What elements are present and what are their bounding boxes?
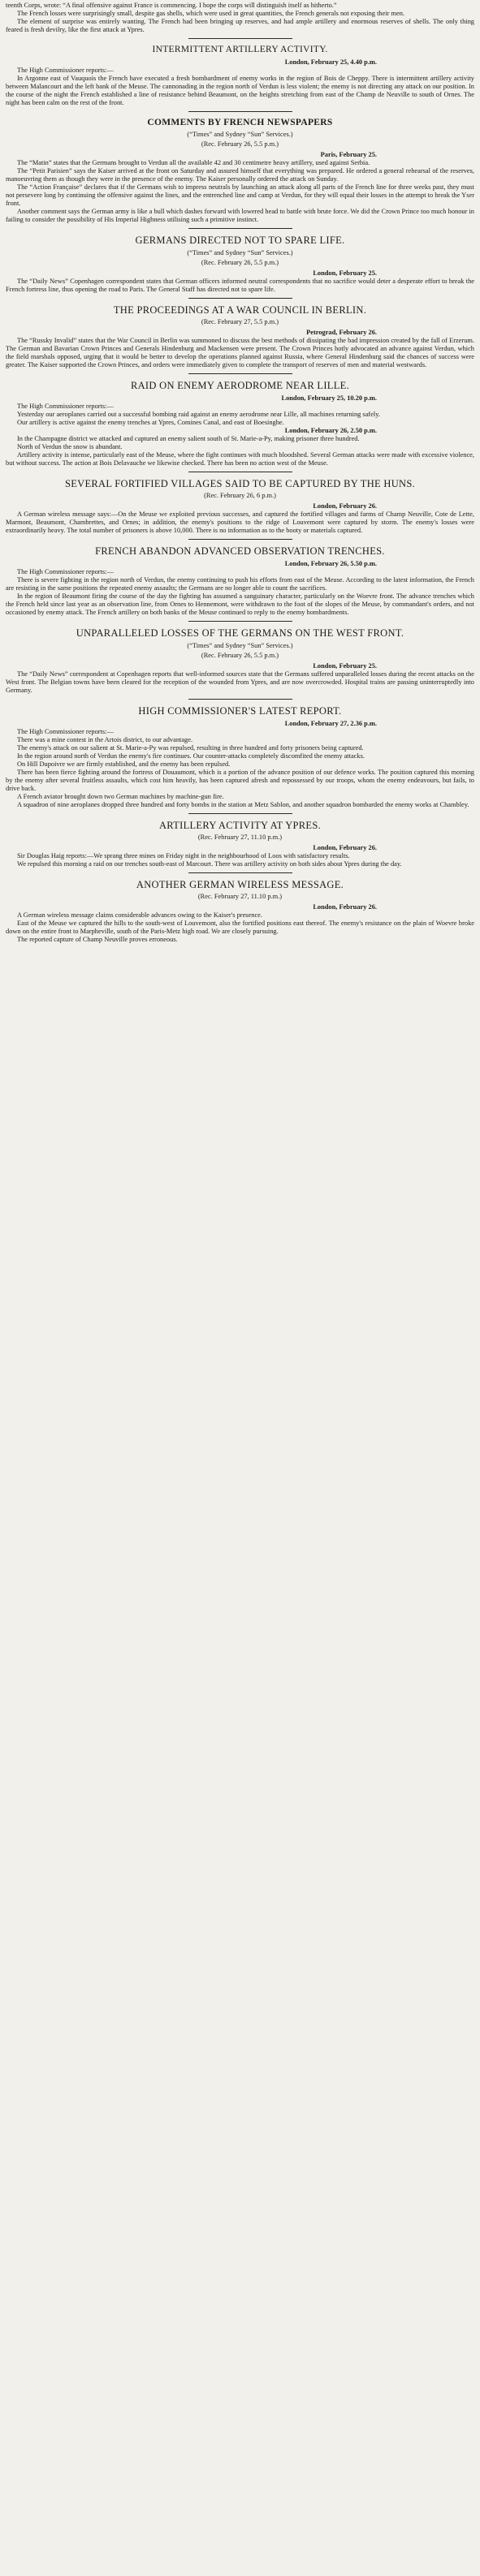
article-observation-trenches	[6, 545, 474, 617]
body-paragraph: There has been fierce fighting around the fortress of Douaumont, which is a portion of the advance position of our defence works. The position captured this morning by the enemy after several fruitless assaults, which cost him heavily, has been captured afresh and repossessed by our troops, whom the enemy endeavours, but fails, to drive back.	[6, 769, 474, 793]
service-line: (“Times” and Sydney “Sun” Services.)	[187, 131, 293, 139]
article-raid-lille	[6, 379, 474, 467]
headline: COMMENTS BY FRENCH NEWSPAPERS	[147, 117, 333, 127]
dateline: London, February 26, 5.50 p.m.	[284, 560, 377, 568]
body-paragraph: Sir Douglas Haig reports:—We sprang three mines on Friday night in the neighbourhood of Loos with satisfactory results.	[17, 852, 350, 860]
body-paragraph: The High Commissioner reports:—	[17, 568, 114, 576]
body-paragraph: The “Daily News” correspondent at Copenhagen reports that well-informed sources state that the Germans suffered unparalleled losses during the recent attacks on the West front. The Belgian towns have been cleared for the reception of the wounded from Ypres, and are now overcrowded. Hospital trains are passing uninterruptedly into Germany.	[6, 670, 474, 695]
section-divider	[188, 228, 292, 229]
dateline: London, February 26, 2.50 p.m.	[284, 427, 377, 435]
received-line: (Rec. February 26, 5.5 p.m.)	[201, 652, 279, 660]
newspaper-page	[0, 0, 480, 944]
dateline: London, February 25, 4.40 p.m.	[284, 58, 377, 66]
received-line: (Rec. February 27, 11.10 p.m.)	[197, 893, 283, 901]
lead-article	[6, 2, 474, 34]
body-paragraph: The enemy's attack on our salient at St. Marie-a-Py was repulsed, resulting in three hundred and forty prisoners being captured.	[17, 744, 364, 752]
headline: THE PROCEEDINGS AT A WAR COUNCIL IN BERLIN.	[113, 304, 367, 317]
body-paragraph: Artillery activity is intense, particularly east of the Meuse, where the fight continues with much bloodshed. Several German attacks were made with excessive violence, but without success. The action at Bois Delavauche we likewise checked. There has been no action west of the Meuse.	[6, 451, 474, 467]
article-spare-life	[6, 234, 474, 294]
received-line: (Rec. February 27, 11.10 p.m.)	[197, 834, 283, 842]
body-paragraph: North of Verdun the snow is abundant.	[17, 443, 123, 451]
headline: INTERMITTENT ARTILLERY ACTIVITY.	[152, 45, 328, 54]
dateline: Paris, February 25.	[320, 151, 377, 159]
body-paragraph: There is severe fighting in the region north of Verdun, the enemy continuing to push his efforts from east of the Meuse. According to the latest information, the French are resisting in the same positions the repeated enemy assaults; the Germans are no longer able to count the sacrifices.	[6, 576, 474, 592]
article-french-newspapers	[6, 117, 474, 225]
article-war-council	[6, 304, 474, 369]
body-paragraph: Yesterday our aeroplanes carried out a successful bombing raid against an enemy aerodrome near Lille, all machines returning safely.	[17, 411, 380, 419]
body-paragraph: In Argonne east of Vauquois the French have executed a fresh bombardment of enemy works in the region of Bois de Cheppy. There is intermittent artillery activity between Malancourt and the left bank of the Meuse. The cannonading in the region north of Verdun is less violent; the enemy is not directing any attack on our position. In the course of the night the French established a line of resistance behind Beaumont, on the heights stretching from east of the Champ de Neuville to south of Ornes. The night has been calm on the rest of the front.	[6, 74, 474, 106]
body-paragraph: The High Commissioner reports:—	[17, 403, 114, 411]
section-divider	[188, 373, 292, 374]
dateline: London, February 25.	[313, 662, 377, 670]
body-paragraph: The “Petit Parisien” says the Kaiser arrived at the front on Saturday and assured himself that everything was prepared. He ordered a general rehearsal of the reserves, manoeuvring them as though they were in the presence of the enemy. The Kaiser personally ordered the attack on Sunday.	[6, 167, 474, 183]
section-divider	[188, 111, 292, 112]
section-divider	[188, 813, 292, 814]
body-paragraph: Our artillery is active against the enemy trenches at Ypres, Comines Canal, and east of Boesinghe.	[17, 419, 284, 427]
headline: RAID ON ENEMY AERODROME NEAR LILLE.	[130, 380, 350, 392]
body-paragraph: A German wireless message says:—On the Meuse we exploited previous successes, and captured the fortified villages and farms of Champ Neuville, Cote de Lette, Marmont, Beaumont, Chambrettes, and Ornes; in addition, the enemy's positions to the ridge of Louvemont were captured by storm. The enemy's losses were extraordinarily heavy. The total number of prisoners is above 10,000. There is no information as to the booty or materials captured.	[6, 510, 474, 535]
section-divider	[188, 539, 292, 540]
body-paragraph: Another comment says the German army is like a bull which dashes forward with lowered head to battle with brute force. We did the Crown Prince too much honour in failing to consider the possibility of His Imperial Highness utilising such a primitive instinct.	[6, 208, 474, 224]
service-line: (“Times” and Sydney “Sun” Services.)	[187, 642, 293, 650]
body-paragraph: On Hill Dupoivre we are firmly established, and the enemy has been repulsed.	[17, 760, 231, 769]
lead-paragraph-2: The French losses were surprisingly small, despite gas shells, which were used in great quantities, the French generals not exposing their men.	[17, 10, 405, 17]
received-line: (Rec. February 27, 5.5 p.m.)	[201, 318, 279, 326]
dateline: London, February 26.	[313, 502, 377, 510]
body-paragraph: The High Commissioner reports:—	[17, 728, 114, 736]
body-paragraph: East of the Meuse we captured the hills to the south-west of Louvemont, also the fortified positions east thereof. The enemy's resistance on the plain of Woevre broke down on the entire front to Marpheville, south of the Paris-Metz high road. We are closely pursuing.	[6, 920, 474, 936]
headline: SEVERAL FORTIFIED VILLAGES SAID TO BE CAPTURED BY THE HUNS.	[64, 478, 416, 490]
dateline: London, February 26.	[313, 903, 377, 911]
body-paragraph: The “Matin” states that the Germans brought to Verdun all the available 42 and 30 centimetre heavy artillery, used against Serbia.	[17, 159, 370, 167]
lead-paragraph-1: teenth Corps, wrote: “A final offensive against France is commencing. I hope the corps will distinguish itself as hitherto.”	[6, 2, 337, 9]
received-line: (Rec. February 26, 5.5 p.m.)	[201, 259, 279, 267]
lead-paragraph-3: The element of surprise was entirely wanting. The French had been bringing up reserves, and had ample artillery and enormous reserves of shells. The only thing feared is fresh devilry, like the first attack at Ypres.	[6, 18, 474, 33]
received-line: (Rec. February 26, 5.5 p.m.)	[201, 140, 279, 149]
dateline: London, February 25.	[313, 269, 377, 278]
headline: ANOTHER GERMAN WIRELESS MESSAGE.	[136, 879, 344, 891]
article-latest-report	[6, 704, 474, 809]
article-fortified-villages	[6, 477, 474, 535]
body-paragraph: In the Champagne district we attacked and captured an enemy salient south of St. Marie-a-Py, making prisoner three hundred.	[17, 435, 360, 443]
article-unparalleled-losses	[6, 627, 474, 695]
section-divider	[188, 621, 292, 622]
service-line: (“Times” and Sydney “Sun” Services.)	[187, 249, 293, 257]
article-artillery-ypres	[6, 819, 474, 868]
section-divider	[188, 298, 292, 299]
section-divider	[188, 872, 292, 873]
received-line: (Rec. February 26, 6 p.m.)	[204, 492, 276, 500]
headline: UNPARALLELED LOSSES OF THE GERMANS ON THE WEST FRONT.	[76, 627, 404, 640]
headline: GERMANS DIRECTED NOT TO SPARE LIFE.	[135, 235, 345, 247]
body-paragraph: In the region of Beaumont firing the course of the day the fighting has assumed a sanguinary character, particularly on the Woevre front. The advance trenches which the French held since last year as an observation line, from Ornes to Hennemont, were withdrawn to the foot of the slopes of the Meuse, by commandant's orders, and not occasioned by enemy attack. The French artillery on both banks of the Meuse continued to reply to the enemy bombardments.	[6, 592, 474, 617]
body-paragraph: There was a mine contest in the Artois district, to our advantage.	[17, 736, 193, 744]
headline: FRENCH ABANDON ADVANCED OBSERVATION TRENCHES.	[95, 545, 385, 558]
section-divider	[188, 38, 292, 39]
body-paragraph: The High Commissioner reports:—	[17, 66, 114, 74]
article-intermittent-artillery	[6, 44, 474, 107]
body-paragraph: We repulsed this morning a raid on our trenches south-east of Marcourt. There was artillery activity on both sides about Ypres during the day.	[17, 860, 402, 868]
body-paragraph: The “Daily News” Copenhagen correspondent states that German officers informed neutral correspondents that no sacrifice would deter a desperate effort to break the French fortress line, thus opening the road to Paris. The General Staff has directed not to spare life.	[6, 278, 474, 294]
dateline: London, February 25, 10.20 p.m.	[281, 394, 377, 403]
body-paragraph: The “Russky Invalid” states that the War Council in Berlin was summoned to discuss the best methods of dissipating the bad impression created by the fall of Erzerum. The German and Bavarian Crown Princes and Generals Hindenburg and Mackensen were present. The Crown Princes hotly advocated an advance against Verdun, which the field marshals opposed, urging that it would be better to develop the operations planned against Russia, where General Hindenburg said the chances of success were greater. The Kaiser supported the Crown Princes, and orders were immediately given to complete the transport of reserves of men and material westwards.	[6, 337, 474, 369]
dateline: London, February 26.	[313, 844, 377, 852]
article-german-wireless	[6, 878, 474, 944]
headline: ARTILLERY ACTIVITY AT YPRES.	[158, 820, 322, 832]
section-divider	[188, 699, 292, 700]
body-paragraph: The “Action Française” declares that if the Germans wish to impress neutrals by launching an attack along all parts of the French line for three weeks past, they must not persevere long by continuing the offensive against the lines, and the entrenched line and camp at Verdun, for they will equal their losses in the attempt to break the Yser front.	[6, 183, 474, 208]
headline: HIGH COMMISSIONER'S LATEST REPORT.	[138, 705, 342, 717]
dateline: London, February 27, 2.36 p.m.	[284, 720, 377, 728]
body-paragraph: A German wireless message claims considerable advances owing to the Kaiser's presence.	[17, 911, 262, 920]
body-paragraph: In the region around north of Verdun the enemy's fire continues. Our counter-attacks completely discomfited the enemy attacks.	[17, 752, 365, 760]
body-paragraph: A squadron of nine aeroplanes dropped three hundred and forty bombs in the station at Metz Sablon, and another squadron bombarded the enemy works at Chambley.	[17, 801, 469, 809]
body-paragraph: A French aviator brought down two German machines by machine-gun fire.	[17, 793, 224, 801]
dateline: Petrograd, February 26.	[306, 329, 377, 337]
body-paragraph: The reported capture of Champ Neuville proves erroneous.	[17, 936, 178, 944]
